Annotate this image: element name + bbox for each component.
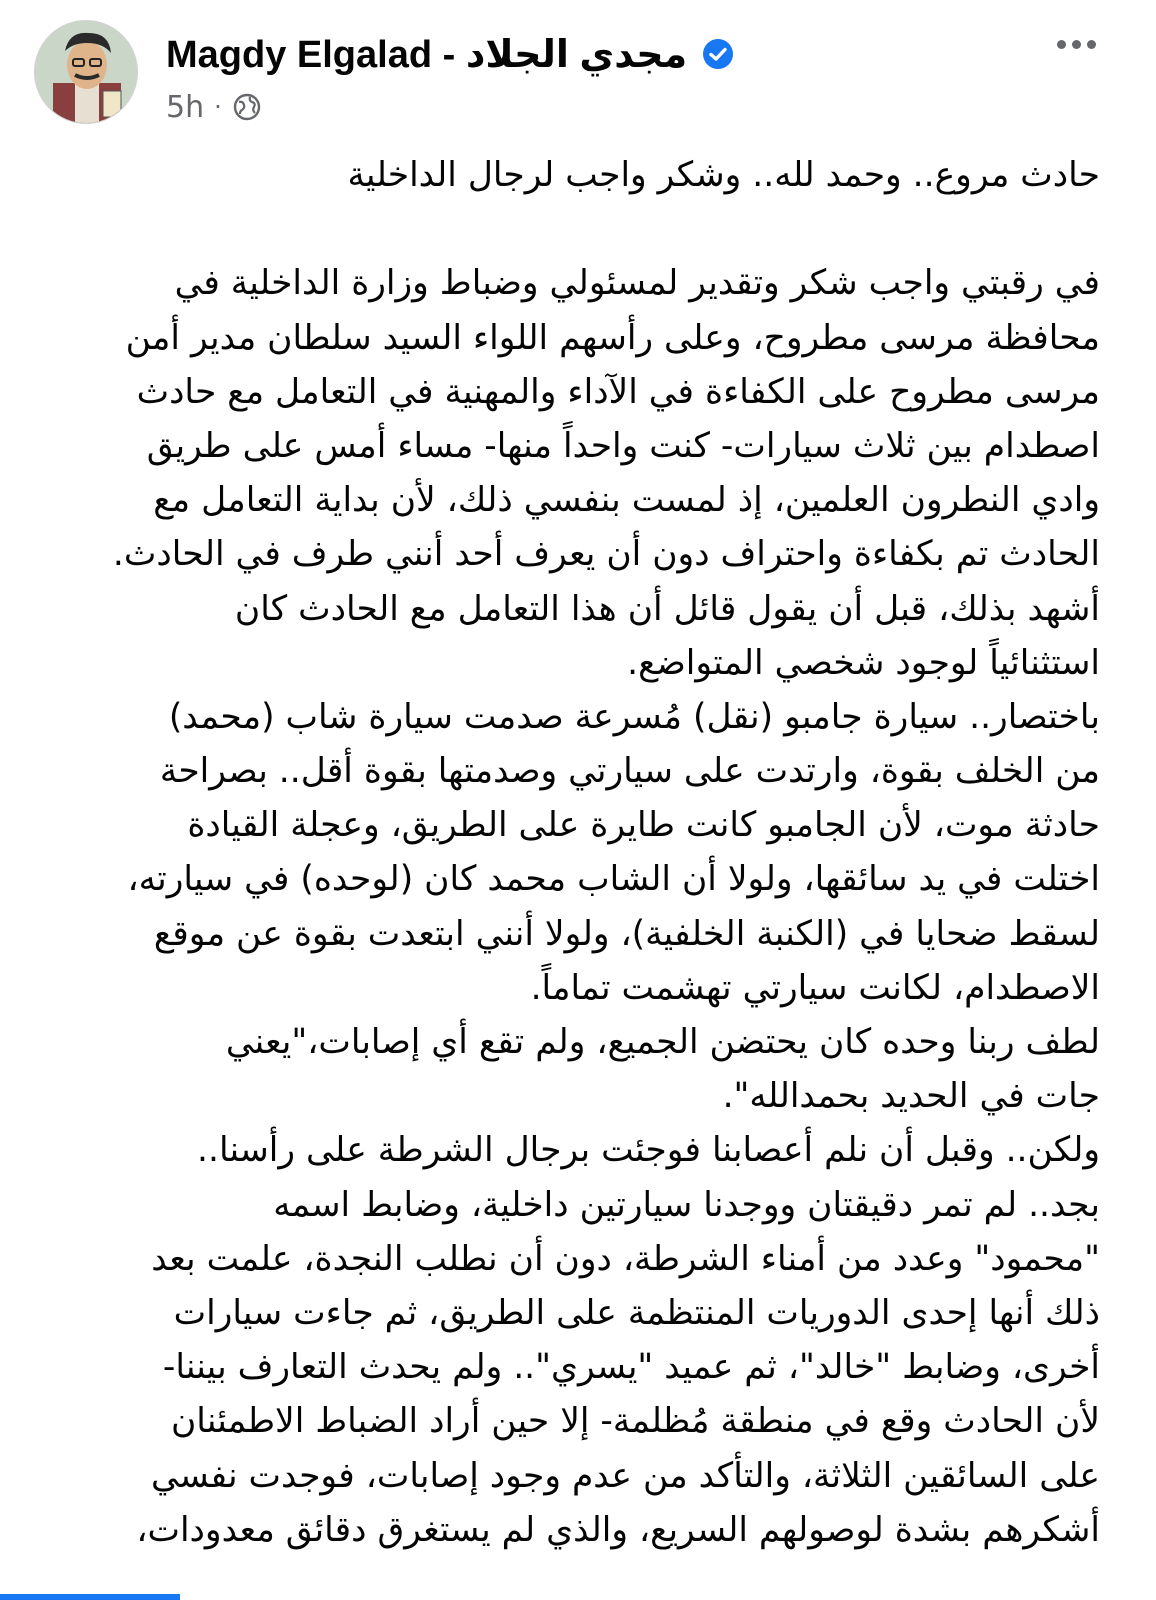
post-line: مرسى مطروح على الكفاءة في الآداء والمهنية في التعامل مع حادث — [136, 371, 1100, 412]
author-row — [166, 26, 735, 82]
post-line: محافظة مرسى مطروح، وعلى رأسهم اللواء السيد سلطان مدير أمن — [125, 317, 1100, 358]
globe-icon[interactable] — [232, 92, 262, 122]
post-line: الاصطدام، لكانت سيارتي تهشمت تماماً. — [530, 967, 1100, 1008]
post-body — [40, 148, 1100, 1557]
more-options-dot — [1072, 40, 1081, 49]
more-options-button[interactable] — [1048, 26, 1104, 62]
verified-badge-icon — [701, 37, 735, 71]
post-line: ذلك أنها إحدى الدوريات المنتظمة على الطريق، ثم جاءت سيارات — [173, 1292, 1100, 1333]
post-line: من الخلف بقوة، وارتدت على سيارتي وصدمتها بقوة أقل.. بصراحة — [159, 751, 1100, 792]
post-line: أشكرهم بشدة لوصولهم السريع، والذي لم يستغرق دقائق معدودات، — [136, 1509, 1100, 1550]
post-line: وادي النطرون العلمين، إذ لمست بنفسي ذلك، لأن بداية التعامل مع — [153, 480, 1100, 521]
post-line: لسقط ضحايا في (الكنبة الخلفية)، ولولا أنني ابتعدت بقوة عن موقع — [153, 913, 1100, 954]
author-name[interactable]: Magdy Elgalad - مجدي الجلاد — [166, 33, 688, 76]
scroll-indicator — [0, 1594, 180, 1600]
post-line: لأن الحادث وقع في منطقة مُظلمة- إلا حين أراد الضباط الاطمئنان — [170, 1401, 1100, 1442]
author-avatar[interactable] — [34, 20, 138, 124]
post-title: حادث مروع.. وحمد لله.. وشكر واجب لرجال الداخلية — [347, 155, 1100, 195]
post-line: اصطدام بين ثلاث سيارات- كنت واحداً منها- مساء أمس على طريق — [146, 425, 1100, 466]
post-line: باختصار.. سيارة جامبو (نقل) مُسرعة صدمت سيارة شاب (محمد) — [168, 696, 1100, 737]
avatar-caricature-icon — [35, 21, 138, 124]
post-line: جات في الحديد بحمدالله". — [722, 1076, 1100, 1117]
post-line: بجد.. لم تمر دقيقتان ووجدنا سيارتين داخلية، وضابط اسمه — [273, 1184, 1100, 1225]
post-line: الحادث تم بكفاءة واحتراف دون أن يعرف أحد أنني طرف في الحادث. — [112, 534, 1100, 575]
post-meta — [166, 86, 262, 128]
post-line: اختلت في يد سائقها، ولولا أن الشاب محمد كان (لوحده) في سيارته، — [127, 859, 1100, 900]
more-options-dot — [1087, 40, 1096, 49]
post-line: "محمود" وعدد من أمناء الشرطة، دون أن نطلب النجدة، علمت بعد — [151, 1238, 1100, 1279]
post-line: لطف ربنا وحده كان يحتضن الجميع، ولم تقع أي إصابات،"يعني — [225, 1022, 1100, 1062]
post-line: حادثة موت، لأن الجامبو كانت طايرة على الطريق، وعجلة القيادة — [187, 805, 1100, 846]
post-line: على السائقين الثلاثة، والتأكد من عدم وجود إصابات، فوجدت نفسي — [150, 1455, 1100, 1496]
post-line: أشهد بذلك، قبل أن يقول قائل أن هذا التعامل مع الحادث كان — [234, 588, 1100, 629]
meta-separator: · — [214, 93, 222, 121]
more-options-dot — [1057, 40, 1066, 49]
post-time[interactable]: 5h — [166, 89, 205, 125]
paragraph-gap — [40, 202, 1100, 256]
post-line: أخرى، وضابط "خالد"، ثم عميد "يسري".. ولم يحدث التعارف بيننا- — [162, 1347, 1100, 1388]
post-line: استثنائياً لوجود شخصي المتواضع. — [627, 642, 1100, 683]
post-line: في رقبتي واجب شكر وتقدير لمسئولي وضباط وزارة الداخلية في — [174, 263, 1100, 304]
post-line: ولكن.. وقبل أن نلم أعصابنا فوجئت برجال الشرطة على رأسنا.. — [197, 1130, 1100, 1171]
post-header — [0, 0, 1156, 140]
